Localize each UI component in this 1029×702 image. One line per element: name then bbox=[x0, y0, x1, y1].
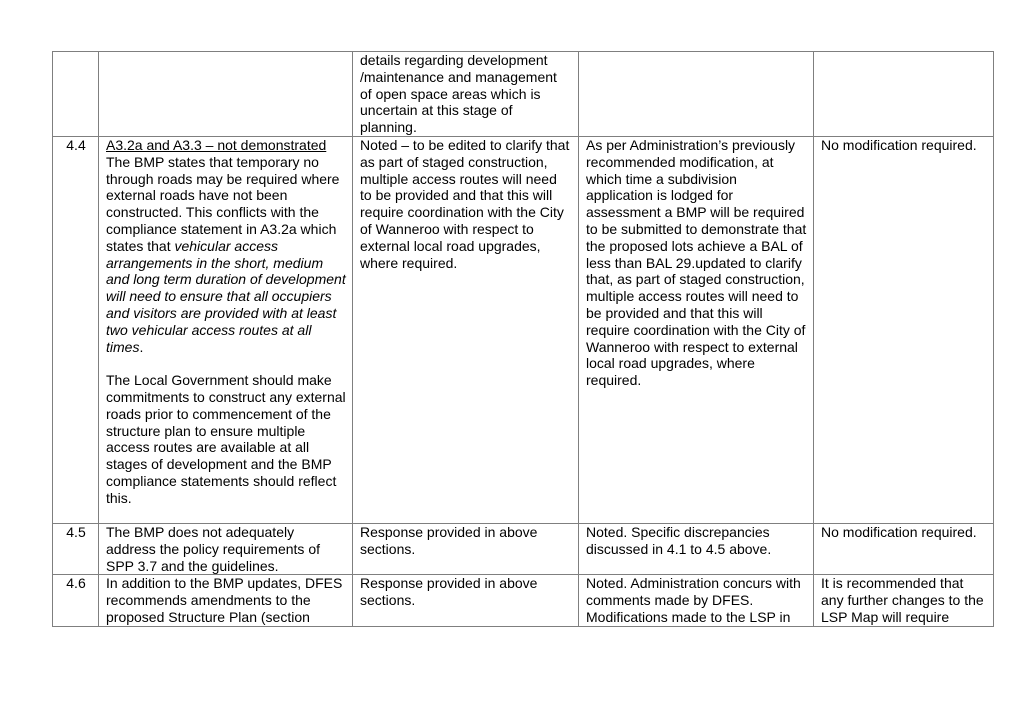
row-number-cell bbox=[53, 137, 99, 524]
row-number: 4.5 bbox=[66, 524, 86, 540]
response-text: details regarding development /maintenance and management of open space areas which is uncertain at this stage of planning. bbox=[360, 52, 557, 136]
recommendation-text: It is recommended that any further changes to the LSP Map will require bbox=[821, 575, 984, 625]
issue-cell bbox=[99, 524, 353, 575]
administration-cell bbox=[579, 524, 814, 575]
issue-paragraph bbox=[106, 154, 346, 356]
issue-text: The BMP does not adequately address the policy requirements of SPP 3.7 and the guidelines. bbox=[106, 524, 320, 574]
row-number-cell bbox=[53, 575, 99, 626]
administration-text: Noted. Specific discrepancies discussed in 4.1 to 4.5 above. bbox=[586, 524, 772, 557]
paragraph-spacer bbox=[106, 355, 346, 372]
administration-cell bbox=[579, 575, 814, 626]
row-number-cell bbox=[53, 52, 99, 137]
administration-text: Noted. Administration concurs with comments made by DFES. Modifications made to the LSP in bbox=[586, 575, 801, 625]
table-row bbox=[53, 575, 994, 626]
issue-paragraph-2: The Local Government should make commitments to construct any external roads prior to commencement of the structure plan to ensure multiple access routes are available at all stages of development and the BMP compliance statements should reflect this. bbox=[106, 372, 346, 506]
response-text: Response provided in above sections. bbox=[360, 575, 538, 609]
issue-cell bbox=[99, 575, 353, 626]
issue-cell bbox=[99, 137, 353, 524]
issue-quote-text: vehicular access arrangements in the short, medium and long term duration of development will need to ensure that all occupiers and visitors are provided with at least two vehicular access routes at all times bbox=[106, 237, 346, 355]
issue-intro-text: The BMP states that temporary no through roads may be required where external roads have not been constructed. This conflicts with the compliance statement in A3.2a which states that bbox=[106, 153, 340, 254]
row-number-cell bbox=[53, 524, 99, 575]
administration-cell bbox=[579, 137, 814, 524]
response-cell bbox=[353, 52, 579, 137]
issue-text: In addition to the BMP updates, DFES recommends amendments to the proposed Structure Plan (section bbox=[106, 575, 343, 625]
recommendation-cell bbox=[814, 52, 994, 137]
response-text: Noted – to be edited to clarify that as part of staged construction, multiple access routes will need to be provided and that this will require coordination with the City of Wanneroo with respect to external local road upgrades, where required. bbox=[360, 137, 570, 271]
recommendation-cell bbox=[814, 524, 994, 575]
administration-text: As per Administration’s previously recommended modification, at which time a subdivision application is lodged for assessment a BMP will be required to be submitted to demonstrate that the proposed lots achieve a BAL of less than BAL 29.updated to clarify that, as part of staged construction, multiple access routes will need to be provided and that this will require coordination with the City of Wanneroo with respect to external local road upgrades, where required. bbox=[586, 137, 807, 389]
recommendation-text: No modification required. bbox=[821, 524, 977, 540]
issue-heading: A3.2a and A3.3 – not demonstrated bbox=[106, 137, 327, 153]
submissions-table bbox=[52, 51, 994, 627]
table-row bbox=[53, 52, 994, 137]
response-cell bbox=[353, 575, 579, 626]
table-row bbox=[53, 137, 994, 524]
recommendation-cell bbox=[814, 575, 994, 626]
issue-end-text: . bbox=[139, 338, 144, 355]
administration-cell bbox=[579, 52, 814, 137]
table-row bbox=[53, 524, 994, 575]
response-cell bbox=[353, 137, 579, 524]
issue-cell bbox=[99, 52, 353, 137]
response-text: Response provided in above sections. bbox=[360, 524, 538, 557]
row-number: 4.4 bbox=[66, 137, 86, 153]
response-cell bbox=[353, 524, 579, 575]
recommendation-text: No modification required. bbox=[821, 137, 977, 153]
recommendation-cell bbox=[814, 137, 994, 524]
row-number: 4.6 bbox=[66, 575, 86, 592]
